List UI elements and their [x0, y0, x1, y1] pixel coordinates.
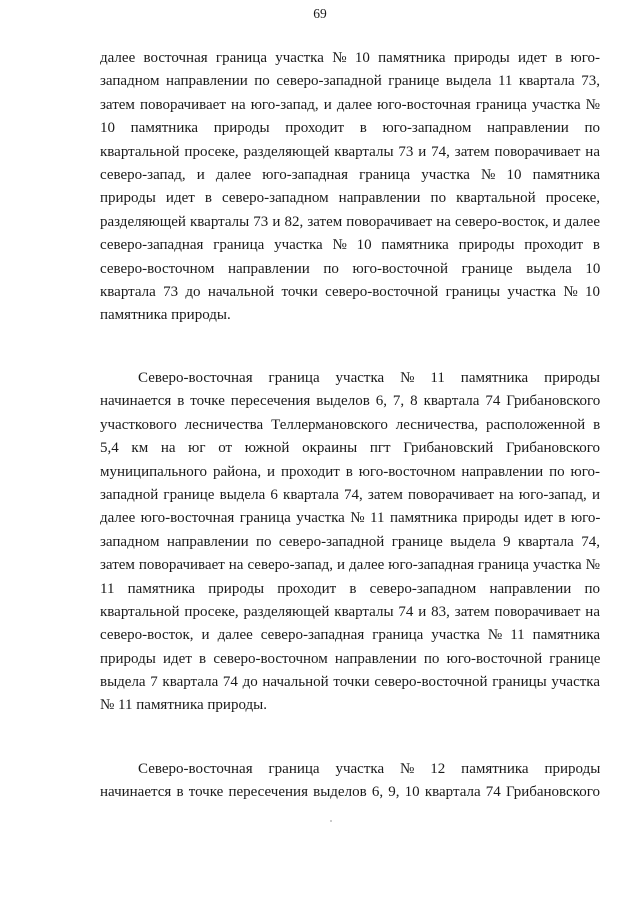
text-line: квартальной просеке, разделяющей кварталы 73 и 74, затем поворачивает на — [100, 143, 600, 160]
text-line: разделяющей кварталы 73 и 82, затем поворачивает на северо-восток, и далее — [100, 213, 600, 230]
scan-speck — [330, 820, 332, 822]
text-line: выдела 7 квартала 74 до начальной точки северо-восточной границы участка — [100, 674, 600, 691]
text-line: северо-запад, и далее юго-западная граница участка № 10 памятника — [100, 166, 601, 183]
text-line: далее восточная граница участка № 10 памятника природы идет в юго- — [100, 50, 600, 66]
text-line: природы идет в северо-восточном направлении по юго-восточной границе — [100, 650, 601, 667]
text-line: Северо-восточная граница участка № 11 памятника природы — [138, 370, 600, 386]
text-line: северо-восток, и далее северо-западная граница участка № 11 памятника — [100, 627, 601, 644]
text-line: северо-западная граница участка № 10 памятника природы проходит в — [100, 237, 600, 254]
text-line: Северо-восточная граница участка № 12 памятника природы — [138, 761, 601, 777]
text-line: западном направлении по северо-западной границе выдела 9 квартала 74, — [100, 533, 600, 550]
paragraph-3 — [100, 758, 600, 805]
paragraph-2 — [100, 367, 600, 718]
text-line: затем поворачивает на юго-запад, и далее юго-восточная граница участка № — [100, 96, 600, 113]
text-line: начинается в точке пересечения выделов 6, 7, 8 квартала 74 Грибановского — [100, 393, 601, 410]
text-line: далее юго-восточная граница участка № 11 памятника природы идет в юго- — [100, 510, 601, 527]
text-line: 11 памятника природы проходит в северо-западном направлении по — [100, 580, 600, 597]
page-number: 69 — [313, 6, 327, 21]
text-line: западном направлении по северо-западной границе выдела 11 квартала 73, — [100, 73, 600, 90]
text-line: природы идет в северо-западном направлении по квартальной просеке, — [100, 190, 600, 207]
text-line: квартала 73 до начальной точки северо-восточной границы участка № 10 — [100, 283, 600, 300]
text-line: западной границе выдела 6 квартала 74, затем поворачивает на юго-запад, и — [100, 486, 600, 503]
text-line: затем поворачивает на северо-запад, и далее юго-западная граница участка № — [100, 557, 600, 574]
text-line: муниципального района, и проходит в юго-восточном направлении по юго- — [100, 463, 600, 480]
text-line: 5,4 км на юг от южной окраины пгт Грибановский Грибановского — [100, 440, 600, 457]
text-line: начинается в точке пересечения выделов 6, 9, 10 квартала 74 Грибановского — [100, 784, 600, 801]
paragraph-1 — [100, 47, 600, 328]
text-line: памятника природы. — [100, 307, 231, 324]
text-line: участкового лесничества Теллермановского лесничества, расположенной в — [100, 416, 601, 433]
text-line: квартальной просеке, разделяющей кварталы 74 и 83, затем поворачивает на — [100, 603, 600, 620]
text-line: № 11 памятника природы. — [100, 697, 267, 714]
text-line: северо-восточном направлении по юго-восточной границе выдела 10 — [100, 260, 601, 277]
text-line: 10 памятника природы проходит в юго-западном направлении по — [100, 120, 600, 137]
